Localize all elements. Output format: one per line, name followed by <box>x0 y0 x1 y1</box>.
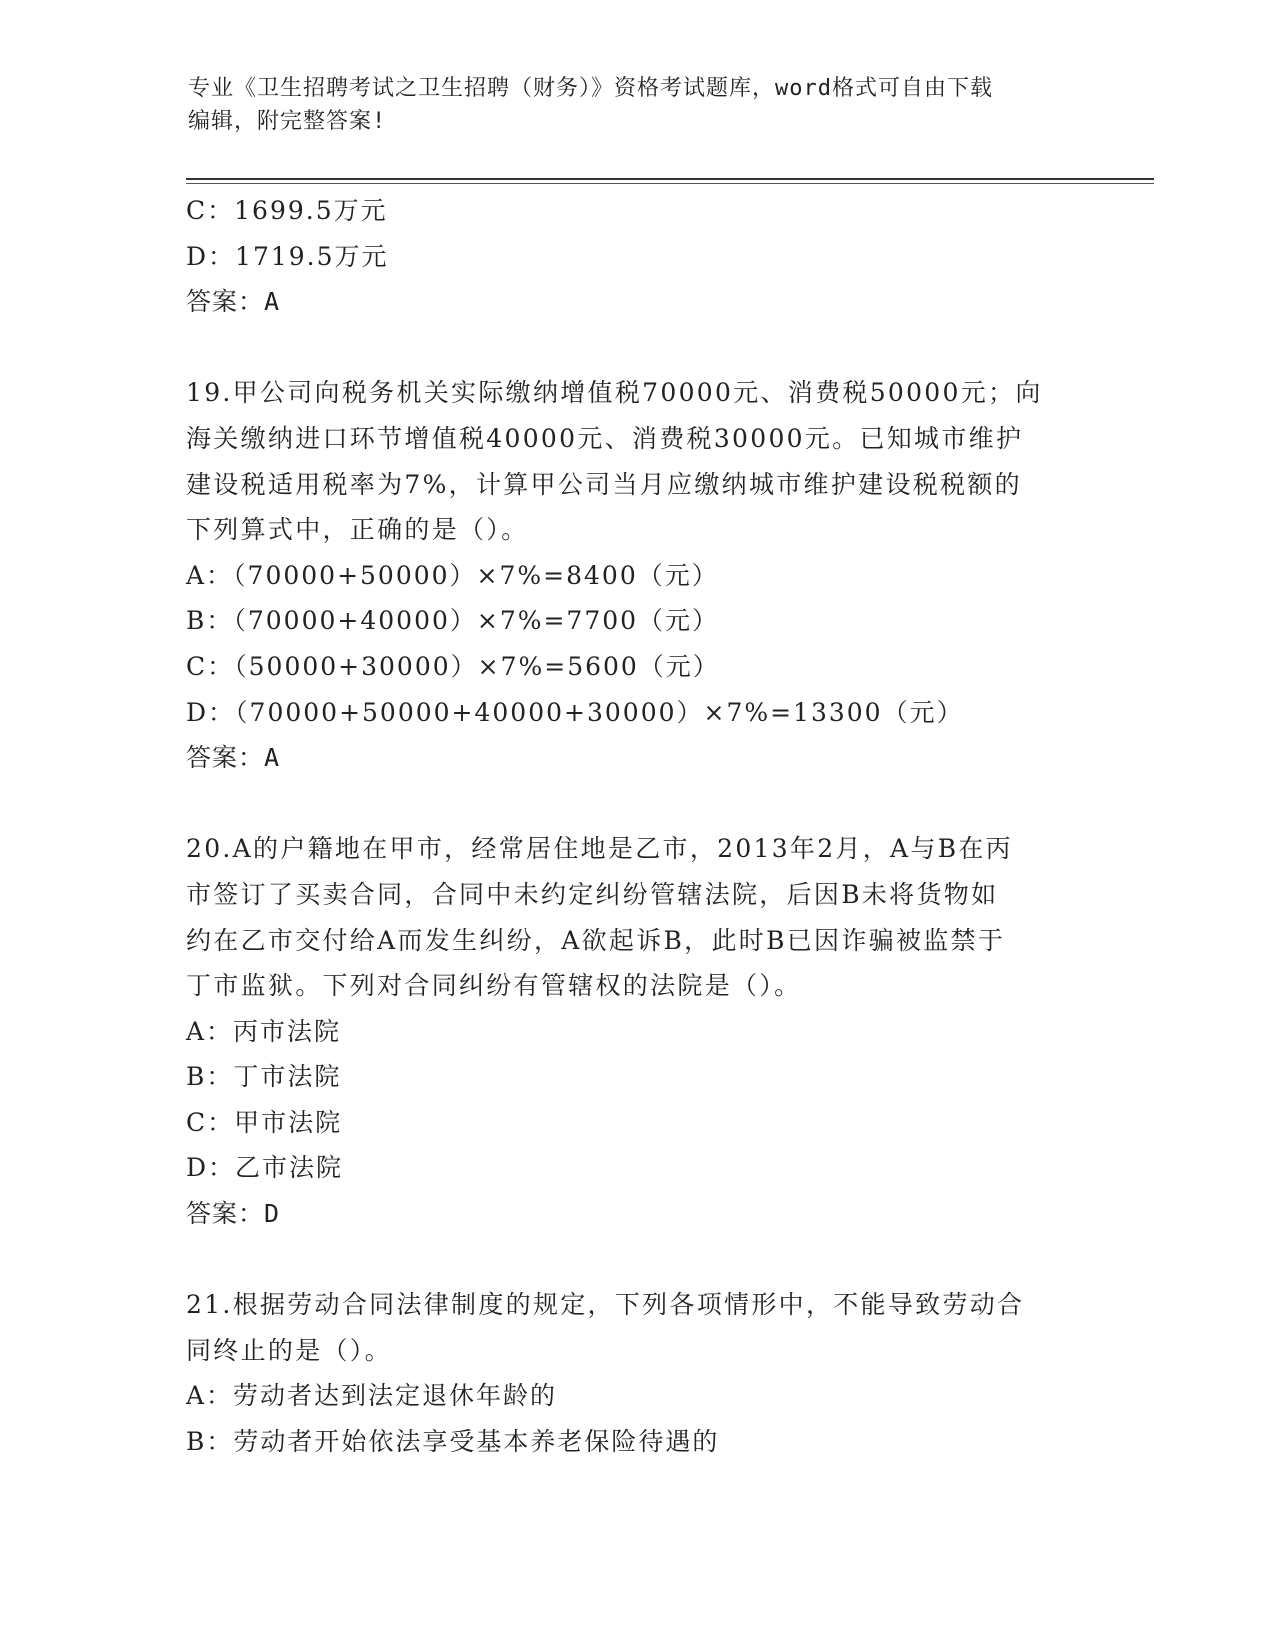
question-20 <box>186 826 1086 1236</box>
stem-line: 20.A的户籍地在甲市，经常居住地是乙市，2013年2月，A与B在丙 <box>186 834 1013 864</box>
header-divider-thin <box>186 183 1154 184</box>
stem-line: 下列算式中，正确的是（）。 <box>186 515 529 545</box>
spacer <box>186 781 1086 827</box>
spacer <box>186 325 1086 371</box>
option-b: B：丁市法院 <box>186 1062 342 1092</box>
stem-line: 约在乙市交付给A而发生纠纷，A欲起诉B，此时B已因诈骗被监禁于 <box>186 925 1006 955</box>
stem-line: 丁市监狱。下列对合同纠纷有管辖权的法院是（）。 <box>186 971 802 1001</box>
spacer <box>186 1237 1086 1283</box>
option-d: D：乙市法院 <box>186 1153 344 1183</box>
header-line-2: 编辑，附完整答案! <box>188 109 387 134</box>
option-b: B：（70000+40000）×7%=7700（元） <box>186 606 720 636</box>
question-19 <box>186 370 1086 780</box>
option-a: A：丙市法院 <box>186 1016 342 1046</box>
option-b: B：劳动者开始依法享受基本养老保险待遇的 <box>186 1427 720 1457</box>
question-stem <box>186 1282 1086 1373</box>
option-d: D：1719.5万元 <box>186 241 389 271</box>
document-body <box>186 188 1086 1465</box>
stem-line: 19.甲公司向税务机关实际缴纳增值税70000元、消费税50000元；向 <box>186 378 1043 408</box>
document-header <box>188 72 1088 138</box>
stem-line: 同终止的是（）。 <box>186 1335 392 1365</box>
answer-line: 答案：D <box>186 1199 281 1229</box>
prev-question-block <box>186 188 1086 325</box>
answer-line: 答案：A <box>186 743 281 773</box>
stem-line: 市签订了买卖合同，合同中未约定纠纷管辖法院，后因B未将货物如 <box>186 879 999 909</box>
stem-line: 21.根据劳动合同法律制度的规定，下列各项情形中，不能导致劳动合 <box>186 1290 1025 1320</box>
stem-line: 海关缴纳进口环节增值税40000元、消费税30000元。已知城市维护 <box>186 423 1024 453</box>
option-a: A：劳动者达到法定退休年龄的 <box>186 1381 558 1411</box>
stem-line: 建设税适用税率为7%，计算甲公司当月应缴纳城市维护建设税税额的 <box>186 469 1022 499</box>
option-c: C：甲市法院 <box>186 1107 343 1137</box>
question-stem <box>186 370 1086 552</box>
header-line-1: 专业《卫生招聘考试之卫生招聘（财务）》资格考试题库，word格式可自由下载 <box>188 76 993 101</box>
question-stem <box>186 826 1086 1008</box>
option-c: C：1699.5万元 <box>186 196 388 225</box>
header-divider-thick <box>186 178 1154 180</box>
option-c: C：（50000+30000）×7%=5600（元） <box>186 651 720 681</box>
answer-line: 答案：A <box>186 287 281 317</box>
option-d: D：（70000+50000+40000+30000）×7%=13300（元） <box>186 697 964 727</box>
question-21 <box>186 1282 1086 1464</box>
option-a: A：（70000+50000）×7%=8400（元） <box>186 560 719 590</box>
